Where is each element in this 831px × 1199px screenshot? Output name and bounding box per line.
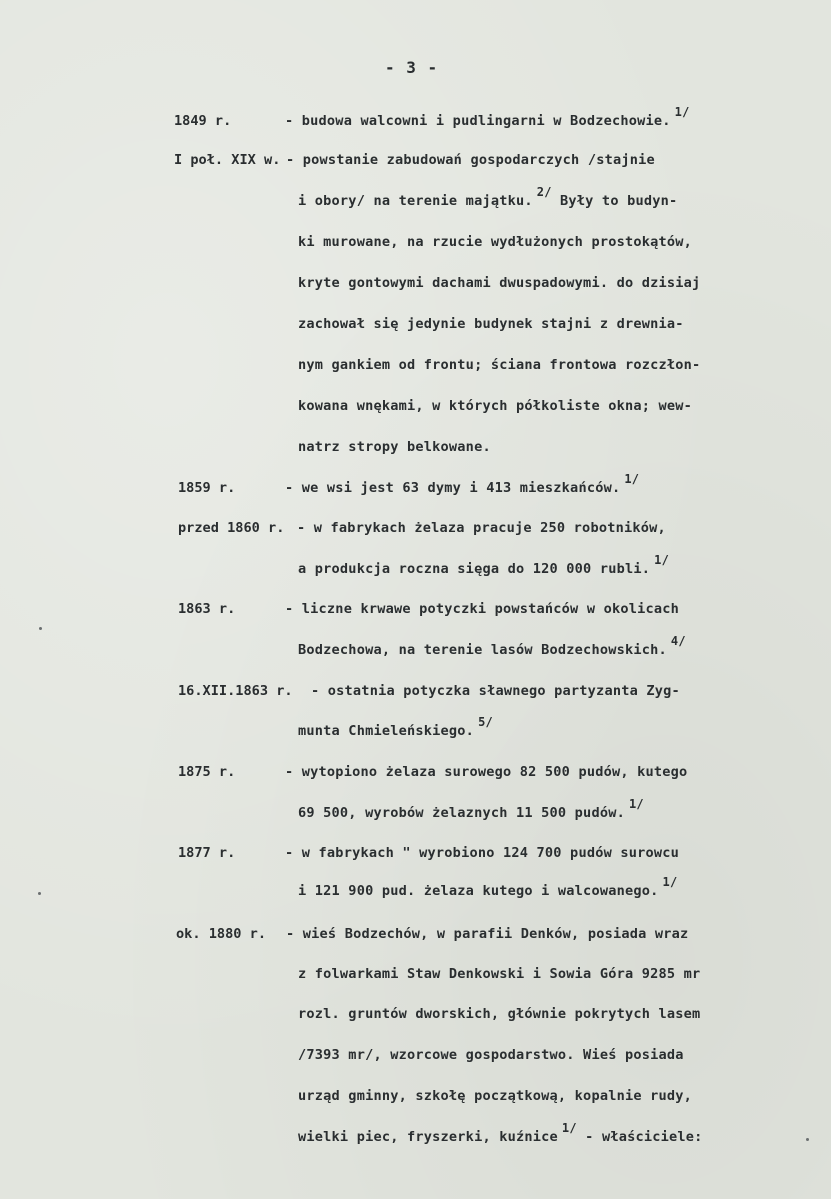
entry-line: - w fabrykach żelaza pracuje 250 robotników, bbox=[297, 520, 666, 536]
entry-line: rozl. gruntów dworskich, głównie pokrytych lasem bbox=[298, 1006, 701, 1022]
entry-line: i 121 900 pud. żelaza kutego i walcowanego.1/ bbox=[298, 875, 678, 899]
entry-line: natrz stropy belkowane. bbox=[298, 439, 491, 455]
margin-mark bbox=[39, 627, 42, 630]
entry-line: 69 500, wyrobów żelaznych 11 500 pudów.1/ bbox=[298, 797, 644, 821]
footnote-ref: 1/ bbox=[662, 875, 678, 889]
entry-line: - w fabrykach " wyrobiono 124 700 pudów surowcu bbox=[285, 845, 680, 861]
entry-line: munta Chmieleńskiego.5/ bbox=[298, 715, 493, 739]
entry-line: urząd gminny, szkołę początkową, kopalnie rudy, bbox=[298, 1088, 693, 1104]
entry-line: - we wsi jest 63 dymy i 413 mieszkańców.1/ bbox=[285, 472, 640, 496]
entry-date: 1875 r. bbox=[178, 764, 236, 780]
footnote-ref: 1/ bbox=[674, 105, 690, 119]
entry-line: kowana wnękami, w których półkoliste okna; wew- bbox=[298, 398, 693, 414]
entry-line: z folwarkami Staw Denkowski i Sowia Góra 9285 mr bbox=[298, 966, 701, 982]
entry-date: 1849 r. bbox=[174, 113, 232, 129]
entry-line: - wieś Bodzechów, w parafii Denków, posiada wraz bbox=[286, 926, 689, 942]
margin-mark bbox=[38, 892, 41, 895]
footnote-ref: 1/ bbox=[654, 553, 669, 567]
entry-line: i obory/ na terenie majątku.2/ Były to budyn- bbox=[298, 185, 678, 209]
entry-line: nym gankiem od frontu; ściana frontowa rozczłon- bbox=[298, 357, 701, 373]
entry-line: wielki piec, fryszerki, kuźnice1/ - właściciele: bbox=[298, 1121, 703, 1145]
footnote-ref: 2/ bbox=[536, 185, 552, 199]
footnote-ref: 1/ bbox=[628, 797, 644, 811]
entry-line: kryte gontowymi dachami dwuspadowymi. do dzisiaj bbox=[298, 275, 701, 291]
footnote-ref: 5/ bbox=[478, 715, 493, 729]
entry-date: ok. 1880 r. bbox=[176, 926, 267, 942]
entry-line: a produkcja roczna sięga do 120 000 rubli.1/ bbox=[298, 553, 669, 577]
entry-line: - wytopiono żelaza surowego 82 500 pudów, kutego bbox=[285, 764, 688, 780]
footnote-ref: 4/ bbox=[670, 634, 686, 648]
entry-date: 1863 r. bbox=[178, 601, 236, 617]
entry-line: - liczne krwawe potyczki powstańców w okolicach bbox=[285, 601, 680, 617]
margin-mark bbox=[806, 1138, 809, 1141]
entry-date: 16.XII.1863 r. bbox=[178, 683, 293, 699]
page-number: - 3 - bbox=[385, 58, 439, 77]
entry-line: Bodzechowa, na terenie lasów Bodzechowskich.4/ bbox=[298, 634, 686, 658]
footnote-ref: 1/ bbox=[624, 472, 640, 486]
entry-line: zachował się jedynie budynek stajni z drewnia- bbox=[298, 316, 684, 332]
entry-line: ki murowane, na rzucie wydłużonych prostokątów, bbox=[298, 234, 693, 250]
entry-date: 1877 r. bbox=[178, 845, 236, 861]
entry-line: - budowa walcowni i pudlingarni w Bodzechowie.1/ bbox=[285, 105, 690, 129]
entry-line: /7393 mr/, wzorcowe gospodarstwo. Wieś posiada bbox=[298, 1047, 684, 1063]
footnote-ref: 1/ bbox=[561, 1121, 577, 1135]
entry-line: - powstanie zabudowań gospodarczych /stajnie bbox=[286, 152, 655, 168]
entry-date: 1859 r. bbox=[178, 480, 236, 496]
entry-date: przed 1860 r. bbox=[178, 520, 285, 536]
entry-line: - ostatnia potyczka sławnego partyzanta Zyg- bbox=[311, 683, 680, 699]
entry-date: I poł. XIX w. bbox=[174, 152, 281, 168]
